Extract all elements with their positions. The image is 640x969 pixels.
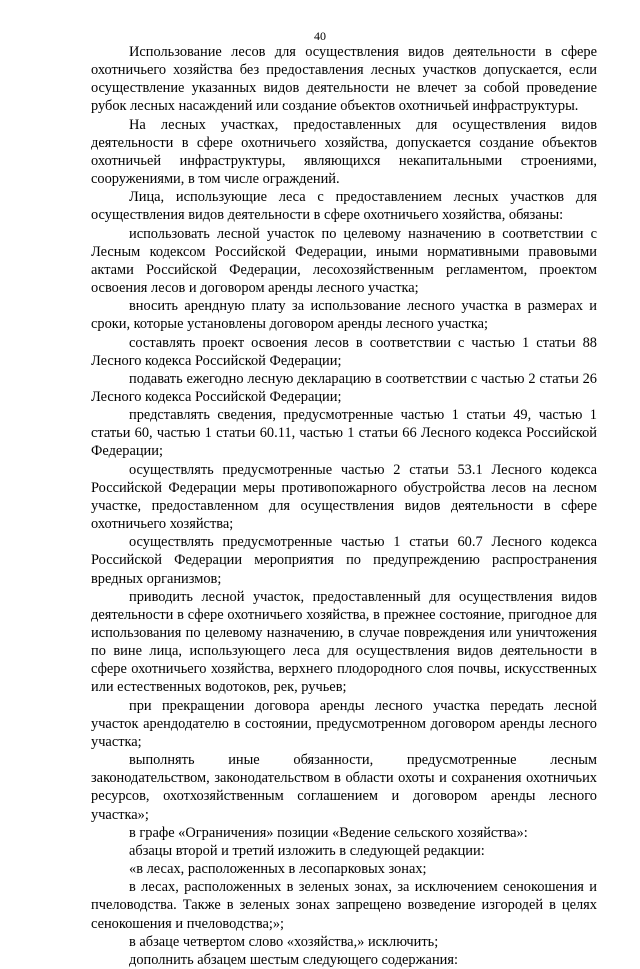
obligation-fire-prevention: осуществлять предусмотренные частью 2 статьи 53.1 Лесного кодекса Российской Федерации меры противопожарного обустройства лесов на лесном участке, предоставленном для осуществления видов деятельности в сфере охотничьего хозяйства;	[91, 461, 597, 533]
obligation-pest-prevention: осуществлять предусмотренные частью 1 статьи 60.7 Лесного кодекса Российской Федерации мероприятия по предупреждению распространения вредных организмов;	[91, 534, 597, 587]
amendment-add-paragraph-six: дополнить абзацем шестым следующего содержания:	[129, 951, 458, 968]
document-body	[91, 43, 597, 969]
paragraph-forest-use-without-plots: Использование лесов для осуществления видов деятельности в сфере охотничьего хозяйства без предоставления лесных участков допускается, если осуществление указанных видов деятельности не влечет за собой проведение рубок лесных насаждений или создание объектов охотничьей инфраструктуры.	[91, 44, 597, 115]
page-number: 40	[314, 29, 326, 43]
obligation-return-plot: при прекращении договора аренды лесного участка передать лесной участок арендодателю в состоянии, предусмотренном договором аренды лесного участка;	[91, 697, 597, 750]
obligation-restore-plot: приводить лесной участок, предоставленный для осуществления видов деятельности в сфере охотничьего хозяйства, в прежнее состояние, пригодное для использования по целевому назначению, в случае повреждения или уничтожения по вине лица, использующего леса для осуществления видов деятельности в сфере охотничьего хозяйства, верхнего плодородного слоя почвы, искусственных или естественных водотоков, рек, ручьев;	[91, 588, 597, 696]
amendment-forest-park-zones: «в лесах, расположенных в лесопарковых зонах;	[129, 861, 427, 878]
obligation-use-by-purpose: использовать лесной участок по целевому назначению в соответствии с Лесным кодексом Российской Федерации, иными нормативными правовыми актами Российской Федерации, лесохозяйственным регламентом, проектом освоения лесов и договором аренды лесного участка;	[91, 225, 597, 297]
obligation-submit-information: представлять сведения, предусмотренные частью 1 статьи 49, частью 1 статьи 60, частью 1 статьи 60.11, частью 1 статьи 66 Лесного кодекса Российской Федерации;	[91, 407, 597, 460]
obligation-other-duties: выполнять иные обязанности, предусмотренные лесным законодательством, законодательством в области охоты и сохранения охотничьих ресурсов, охотхозяйственным соглашением и договором аренды лесного участка»;	[91, 752, 597, 823]
obligation-forest-declaration: подавать ежегодно лесную декларацию в соответствии с частью 2 статьи 26 Лесного кодекса Российской Федерации;	[91, 370, 597, 405]
amendment-paragraphs-two-three: абзацы второй и третий изложить в следующей редакции:	[129, 842, 485, 859]
obligation-forest-project: составлять проект освоения лесов в соответствии с частью 1 статьи 88 Лесного кодекса Российской Федерации;	[91, 334, 597, 369]
paragraph-obligations-intro: Лица, использующие леса с предоставлением лесных участков для осуществления видов деятельности в сфере охотничьего хозяйства, обязаны:	[91, 189, 597, 224]
amendment-paragraph-four: в абзаце четвертом слово «хозяйства,» исключить;	[129, 933, 439, 950]
amendment-green-zones: в лесах, расположенных в зеленых зонах, за исключением сенокошения и пчеловодства. Также в зеленых зонах запрещено возведение изгородей в целях сенокошения и пчеловодства;»;	[91, 879, 597, 932]
paragraph-hunting-infrastructure: На лесных участках, предоставленных для осуществления видов деятельности в сфере охотничьего хозяйства, допускается создание объектов охотничьей инфраструктуры, являющихся некапитальными строениями, сооружениями, в том числе ограждений.	[91, 116, 597, 188]
amendment-restrictions-agriculture: в графе «Ограничения» позиции «Ведение сельского хозяйства»:	[129, 824, 528, 841]
obligation-pay-rent: вносить арендную плату за использование лесного участка в размерах и сроки, которые установлены договором аренды лесного участка;	[91, 298, 597, 333]
